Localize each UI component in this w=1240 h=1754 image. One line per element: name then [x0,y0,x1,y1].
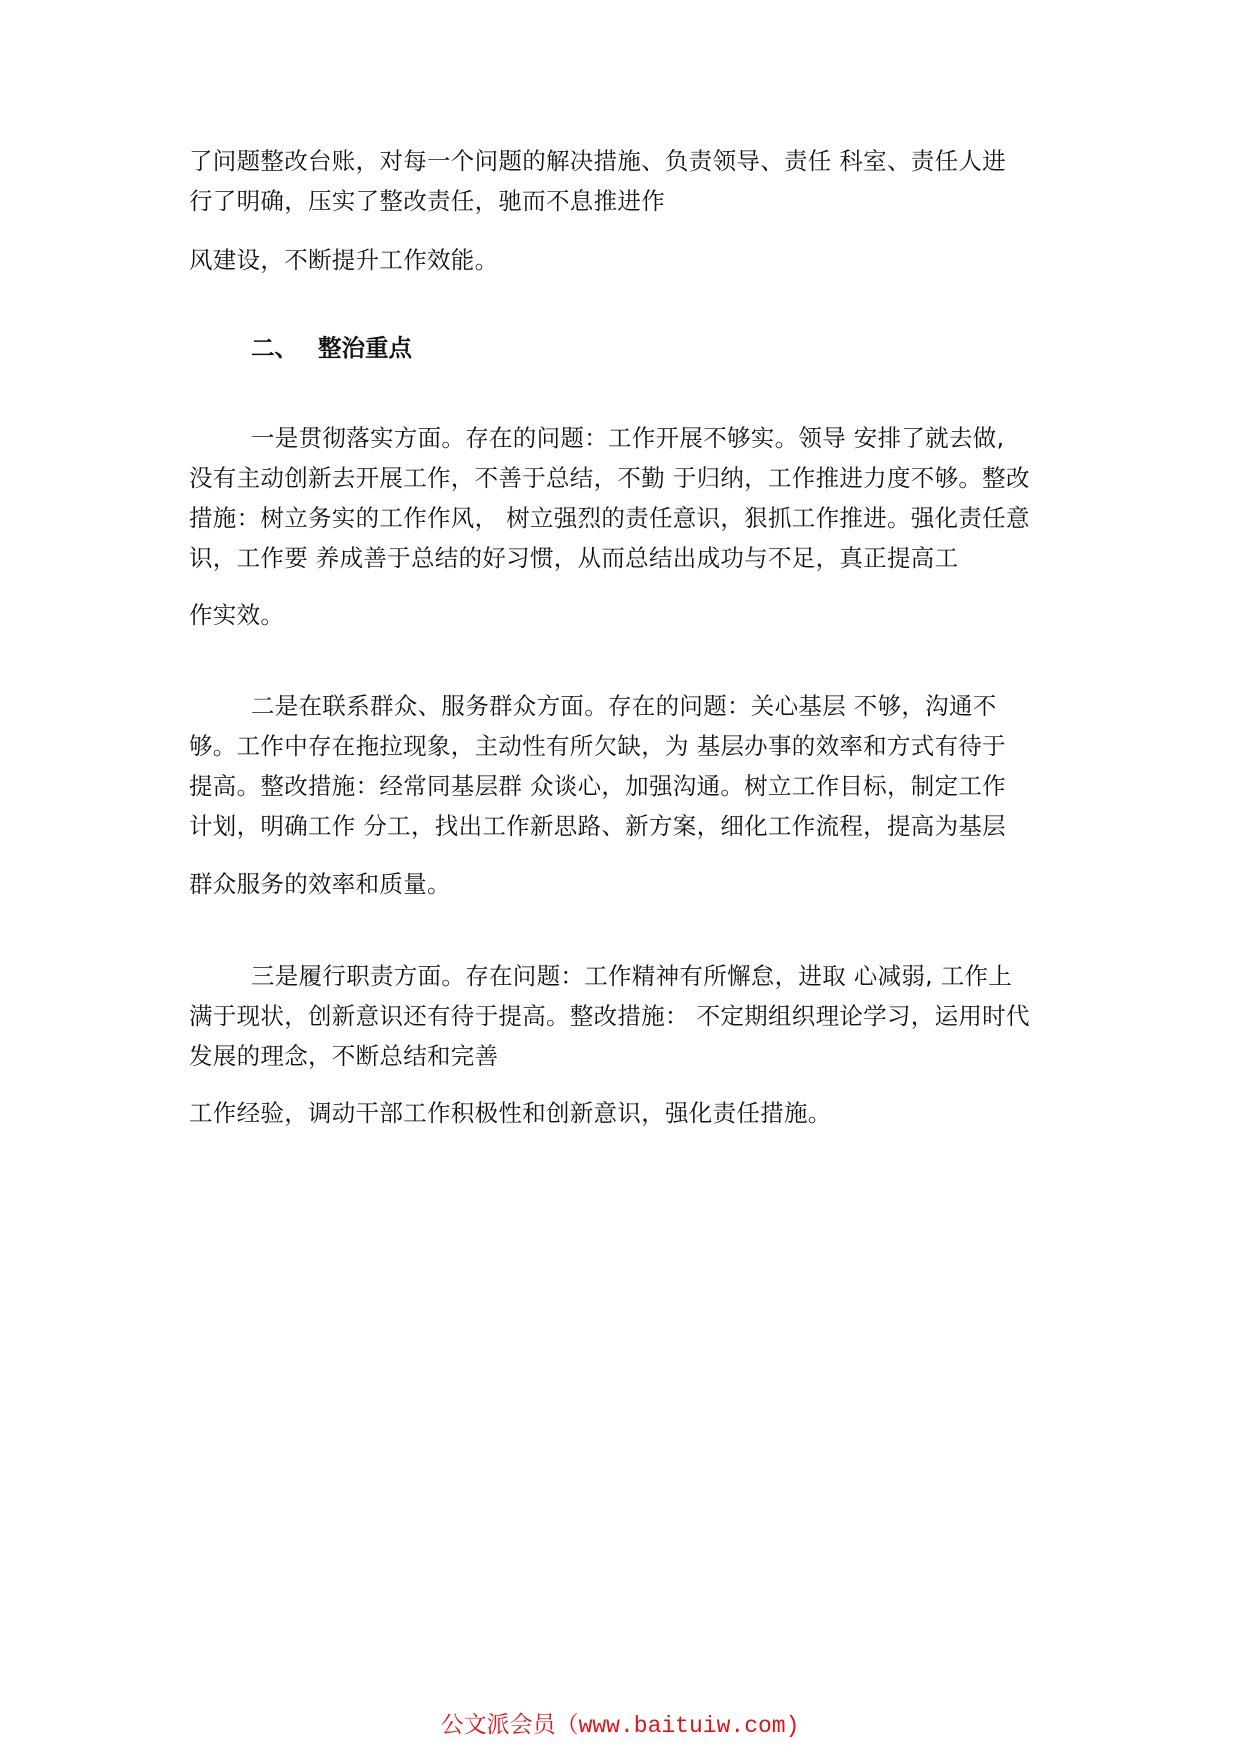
footer-open-paren: （ [555,1712,579,1738]
intro-line-2: 行了明确，压实了整改责任，驰而不息推进作 [189,187,665,215]
paragraph-2-line-2: 够。工作中存在拖拉现象，主动性有所欠缺，为 基层办事的效率和方式有待于 [189,732,1006,760]
footer-watermark [0,1710,1240,1741]
footer-url-link[interactable]: www.baituiw.com [578,1713,786,1739]
paragraph-3-line-1: 三是履行职责方面。存在问题：工作精神有所懈怠，进取 心减弱, 工作上 [251,962,1013,990]
section-heading-title: 整治重点 [318,334,412,362]
paragraph-1-line-3: 措施：树立务实的工作作风， 树立强烈的责任意识，狠抓工作推进。强化责任意 [189,504,1030,532]
intro-line-3: 风建设，不断提升工作效能。 [189,246,499,274]
paragraph-1-line-2: 没有主动创新去开展工作，不善于总结，不勤 于归纳，工作推进力度不够。整改 [189,464,1030,492]
intro-line-1: 了问题整改台账，对每一个问题的解决措施、负责领导、责任 科室、责任人进 [189,147,1006,175]
paragraph-3-line-3: 发展的理念，不断总结和完善 [189,1042,499,1070]
paragraph-3-line-4: 工作经验，调动干部工作积极性和创新意识，强化责任措施。 [189,1099,832,1127]
paragraph-1-line-5: 作实效。 [189,601,285,629]
footer-brand: 公文派会员 [440,1712,556,1738]
footer-close-paren: ) [785,1713,800,1739]
section-heading [251,333,412,363]
paragraph-2-line-3: 提高。整改措施：经常同基层群 众谈心，加强沟通。树立工作目标，制定工作 [189,772,1006,800]
paragraph-1-line-1: 一是贯彻落实方面。存在的问题：工作开展不够实。领导 安排了就去做, [251,424,1005,452]
section-heading-number: 二、 [251,334,298,362]
paragraph-2-line-1: 二是在联系群众、服务群众方面。存在的问题：关心基层 不够，沟通不 [251,692,997,720]
paragraph-2-line-5: 群众服务的效率和质量。 [189,870,451,898]
paragraph-2-line-4: 计划，明确工作 分工，找出工作新思路、新方案，细化工作流程，提高为基层 [189,812,1006,840]
paragraph-3-line-2: 满于现状，创新意识还有待于提高。整改措施： 不定期组织理论学习，运用时代 [189,1002,1030,1030]
paragraph-1-line-4: 识，工作要 养成善于总结的好习惯，从而总结出成功与不足，真正提高工 [189,544,959,572]
